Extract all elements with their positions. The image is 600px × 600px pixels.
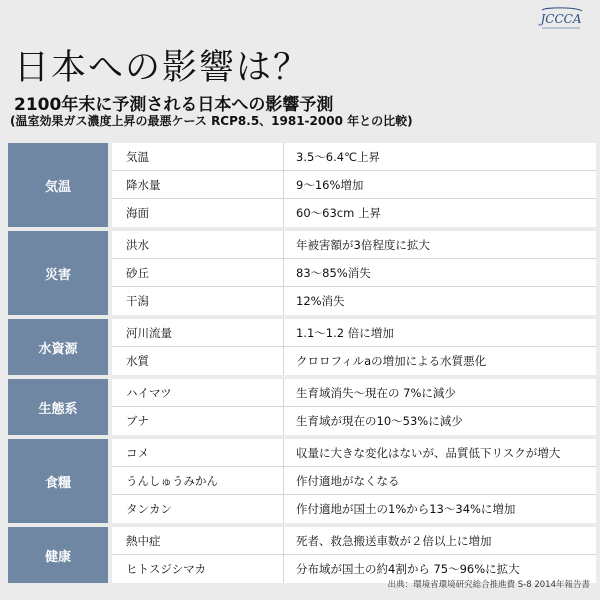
table-row — [112, 527, 596, 555]
impact-description: 収量に大きな変化はないが、品質低下リスクが増大 — [296, 445, 561, 460]
impact-item: 熱中症 — [112, 527, 284, 554]
impact-description: 60～63cm 上昇 — [296, 206, 381, 220]
impact-item: ブナ — [112, 407, 284, 435]
impact-description: 83～85%消失 — [296, 265, 371, 280]
impact-description: 作付適地が国土の1%から13～34%に増加 — [296, 502, 516, 516]
impact-item: 海面 — [112, 199, 284, 227]
page-title: 日本への影響は？ — [14, 48, 311, 88]
impact-item: 水質 — [112, 347, 284, 375]
table-row — [112, 495, 596, 523]
category-label: 健康 — [8, 527, 108, 583]
table-row — [112, 143, 596, 171]
impact-item: コメ — [112, 439, 284, 466]
category-group — [8, 319, 596, 375]
source-credit: 出典：環境省環境研究総合推進費 S-8 2014年報告書 — [387, 580, 590, 590]
impact-description: 3.5～6.4℃上昇 — [296, 149, 380, 164]
table-row — [112, 287, 596, 315]
impact-item: 河川流量 — [112, 319, 284, 346]
category-label: 生態系 — [8, 379, 108, 435]
category-group — [8, 143, 596, 227]
table-row — [112, 467, 596, 495]
impact-item: タンカン — [112, 495, 284, 523]
category-group — [8, 231, 596, 315]
category-rows — [112, 319, 596, 375]
table-row — [112, 439, 596, 467]
impact-item: 干潟 — [112, 287, 284, 315]
category-label: 災害 — [8, 231, 108, 315]
impact-item: ヒトスジシマカ — [112, 555, 284, 583]
impact-description: 12%消失 — [296, 294, 345, 308]
category-rows — [112, 439, 596, 523]
table-row — [112, 171, 596, 199]
table-row — [112, 259, 596, 287]
jccca-logo — [536, 6, 586, 32]
impact-description: 分布域が国土の約4割から 75～96%に拡大 — [296, 562, 520, 576]
logo-text: JCCCA — [540, 12, 582, 26]
category-group — [8, 439, 596, 523]
impact-item: 洪水 — [112, 231, 284, 258]
table-row — [112, 347, 596, 375]
impact-item: 降水量 — [112, 171, 284, 198]
impact-description: 1.1～1.2 倍に増加 — [296, 325, 394, 340]
table-row — [112, 379, 596, 407]
scenario-note: (温室効果ガス濃度上昇の最悪ケース RCP8.5、1981-2000 年との比較) — [10, 114, 413, 128]
table-row — [112, 407, 596, 435]
impact-item: うんしゅうみかん — [112, 467, 284, 494]
impact-description: 9～16%増加 — [296, 177, 364, 192]
subtitle: 2100年末に予測される日本への影響予測 — [14, 95, 334, 115]
category-rows — [112, 379, 596, 435]
category-group — [8, 527, 596, 583]
category-rows — [112, 231, 596, 315]
category-group — [8, 379, 596, 435]
impact-description: 年被害額が3倍程度に拡大 — [296, 237, 430, 252]
table-row — [112, 231, 596, 259]
impact-description: 生育域消失～現在の 7%に減少 — [296, 385, 456, 400]
impact-item: 気温 — [112, 143, 284, 170]
category-rows — [112, 143, 596, 227]
impact-description: 死者、救急搬送車数が２倍以上に増加 — [296, 533, 492, 548]
impact-item: 砂丘 — [112, 259, 284, 286]
table-row — [112, 319, 596, 347]
category-label: 食糧 — [8, 439, 108, 523]
impact-item: ハイマツ — [112, 379, 284, 406]
table-row — [112, 199, 596, 227]
category-label: 気温 — [8, 143, 108, 227]
impact-description: 生育域が現在の10～53%に減少 — [296, 414, 463, 428]
category-rows — [112, 527, 596, 583]
impact-table — [8, 143, 596, 587]
impact-description: 作付適地がなくなる — [296, 473, 400, 488]
impact-description: クロロフィルaの増加による水質悪化 — [296, 354, 487, 368]
category-label: 水資源 — [8, 319, 108, 375]
